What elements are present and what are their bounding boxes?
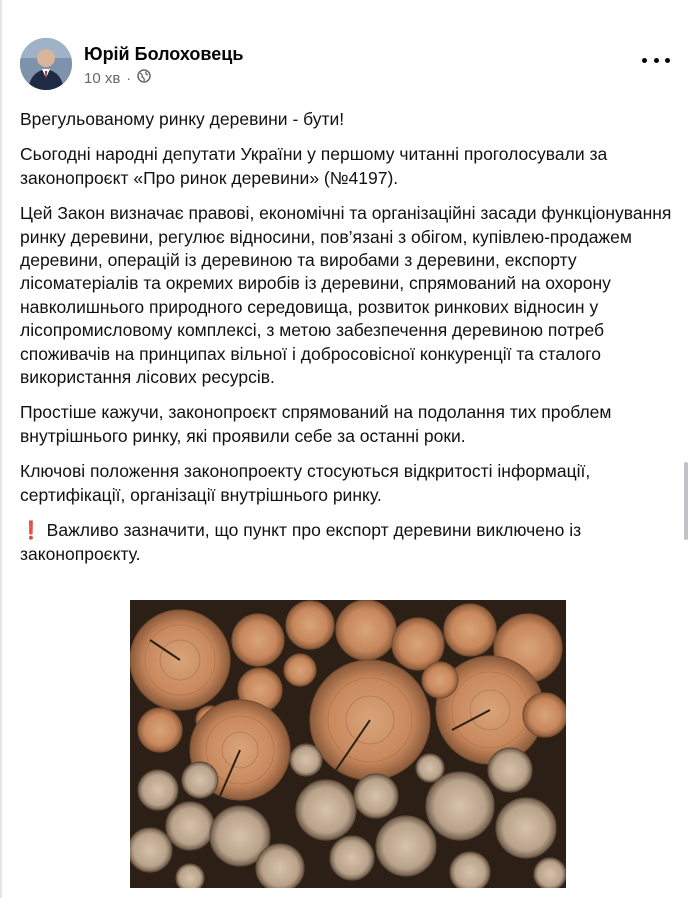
left-border: [0, 0, 2, 898]
scrollbar[interactable]: [684, 462, 688, 540]
paragraph: Врегульованому ринку деревини - бути!: [20, 109, 345, 129]
more-options-button[interactable]: [642, 50, 670, 70]
post-meta: [84, 69, 151, 87]
paragraph: Цей Закон визначає правові, економічні та організаційні засади функціонування ринку деревини, регулює відносини, пов’язані з обігом, купівлею-продажем деревини, операцій із деревиною та виробами з деревини, експорту лісоматеріалів та окремих виробів із деревини, спрямований на охорону навколишнього природного середовища, розвиток ринкових відносин у лісопромисловому комплексі, з метою забезпечення деревиною потреб споживачів на принципах вільної і добросовісної конкуренції та сталого використання лісових ресурсів.: [20, 203, 672, 388]
meta-separator: ·: [126, 70, 131, 86]
author-avatar[interactable]: [20, 38, 72, 90]
globe-icon[interactable]: [137, 69, 151, 87]
author-name[interactable]: Юрій Болоховець: [84, 44, 244, 64]
post-image[interactable]: [130, 600, 566, 888]
ellipsis-dot: [654, 58, 659, 63]
ellipsis-icon: [642, 58, 647, 63]
paragraph: Сьогодні народні депутати України у першому читанні проголосували за законопроєкт «Про ринок деревини» (№4197).: [20, 144, 608, 188]
post-body: [20, 108, 672, 578]
ellipsis-dot: [665, 58, 670, 63]
post-time[interactable]: 10 хв: [84, 69, 121, 87]
post-header: [20, 38, 674, 94]
paragraph: Простіше кажучи, законопроєкт спрямований на подолання тих проблем внутрішнього ринку, які проявили себе за останні роки.: [20, 402, 612, 446]
exclamation-icon: ❗: [20, 520, 42, 541]
log-ends-image: [130, 600, 566, 888]
warning-text: Важливо зазначити, що пункт про експорт деревини виключено із законопроєкту.: [20, 520, 582, 564]
paragraph: Ключові положення законопроекту стосуються відкритості інформації, сертифікації, організації внутрішнього ринку.: [20, 461, 591, 505]
warning-paragraph: [20, 519, 672, 566]
